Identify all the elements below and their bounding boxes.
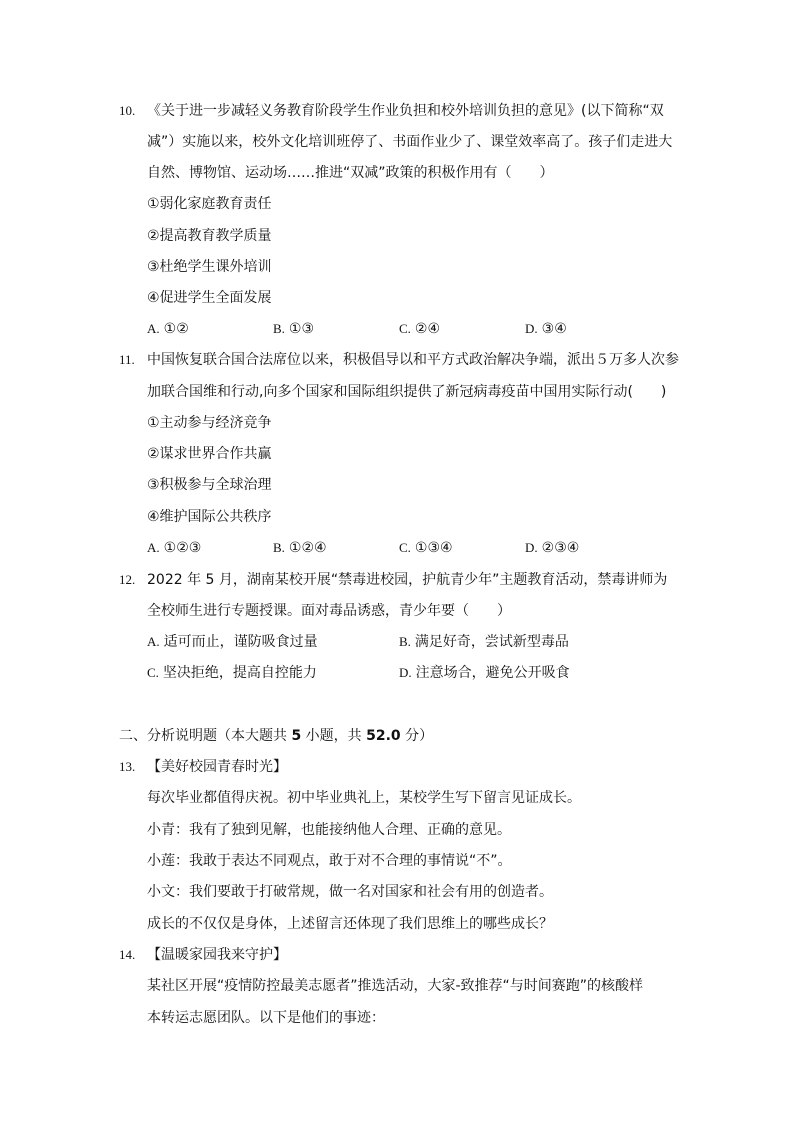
option-text: ②③④	[541, 540, 580, 556]
answer-option-b[interactable]	[273, 319, 314, 339]
answer-option-d[interactable]	[525, 319, 567, 339]
question-text-line: 小文：我们要敢于打破常规，做一名对国家和社会有用的创造者。	[147, 884, 553, 900]
option-label: C.	[399, 321, 411, 336]
statement: ③杜绝学生课外培训	[147, 259, 272, 275]
answer-option-d[interactable]	[399, 663, 570, 683]
question-number: 13.	[119, 759, 136, 774]
answer-option-c[interactable]	[147, 663, 317, 683]
statement: ①弱化家庭教育责任	[147, 196, 272, 212]
question-text-line: 本转运志愿团队。以下是他们的事迹：	[147, 1010, 385, 1026]
option-label: C.	[399, 540, 411, 555]
section-title-suffix: 分）	[400, 728, 434, 744]
option-text: ①②③	[163, 540, 202, 556]
section-score: 52.0	[366, 728, 401, 744]
question-stem-line: 《关于进一步减轻义务教育阶段学生作业负担和校外培训负担的意见》(以下简称“双	[147, 103, 664, 119]
option-text: 注意场合，避免公开吸食	[415, 665, 570, 681]
question-heading: 【美好校园青春时光】	[147, 759, 287, 775]
option-text: ①③	[288, 321, 315, 337]
statement: ③积极参与全球治理	[147, 477, 272, 493]
question-stem-line: 自然、博物馆、运动场……推进“双减”政策的积极作用有（ ）	[147, 165, 554, 181]
question-stem-line: 中国恢复联合国合法席位以来，积极倡导以和平方式政治解决争端，派出５万多人次参	[147, 352, 679, 368]
option-text: 满足好奇，尝试新型毒品	[414, 634, 569, 650]
answer-option-b[interactable]	[273, 538, 327, 558]
option-label: D.	[525, 540, 538, 555]
question-number: 11.	[119, 352, 135, 367]
answer-option-a[interactable]	[147, 538, 201, 558]
question-stem-line: 减”）实施以来，校外文化培训班停了、书面作业少了、课堂效率高了。孩子们走进大	[147, 134, 673, 150]
option-text: ③④	[541, 321, 567, 337]
option-label: D.	[399, 665, 412, 680]
question-text-line: 小莲：我敢于表达不同观点，敢于对不合理的事情说“不”。	[147, 853, 512, 869]
answer-option-a[interactable]	[147, 319, 189, 339]
answer-option-d[interactable]	[525, 538, 579, 558]
answer-option-a[interactable]	[147, 632, 318, 652]
section-heading	[119, 726, 433, 746]
option-text: ①③④	[414, 540, 453, 556]
option-label: B.	[273, 540, 285, 555]
answer-option-c[interactable]	[399, 538, 453, 558]
section-title-prefix: 二、分析说明题（本大题共	[119, 728, 292, 744]
option-text: ②④	[414, 321, 441, 337]
question-stem-line: 全校师生进行专题授课。面对毒品诱惑，青少年要（ ）	[147, 603, 511, 619]
question-text-line: 每次毕业都值得庆祝。初中毕业典礼上，某校学生写下留言见证成长。	[147, 790, 581, 806]
option-label: A.	[147, 321, 160, 336]
question-text-line: 某社区开展“疫情防控最美志愿者”推选活动，大家-致推荐“与时间赛跑”的核酸样	[147, 978, 644, 994]
option-text: 坚决拒绝，提高自控能力	[162, 665, 317, 681]
statement: ②谋求世界合作共赢	[147, 446, 272, 462]
question-number: 12.	[119, 572, 136, 587]
statement: ④维护国际公共秩序	[147, 509, 272, 525]
question-text-line: 成长的不仅仅是身体，上述留言还体现了我们思维上的哪些成长？	[147, 916, 553, 932]
statement: ②提高教育教学质量	[147, 228, 272, 244]
section-title-mid: 小题，共	[301, 728, 367, 744]
question-heading: 【温暖家园我来守护】	[147, 947, 287, 963]
option-label: B.	[399, 634, 411, 649]
option-text: ①②④	[288, 540, 327, 556]
option-label: C.	[147, 665, 159, 680]
option-label: B.	[273, 321, 285, 336]
answer-option-c[interactable]	[399, 319, 440, 339]
section-question-count: 5	[291, 728, 302, 744]
statement: ④促进学生全面发展	[147, 290, 272, 306]
question-text-line: 小青：我有了独到见解，也能接纳他人合理、正确的意见。	[147, 822, 511, 838]
question-number: 10.	[119, 103, 136, 118]
answer-option-b[interactable]	[399, 632, 569, 652]
question-number: 14.	[119, 947, 136, 962]
option-text: 适可而止，谨防吸食过量	[163, 634, 318, 650]
option-label: A.	[147, 540, 160, 555]
question-stem-line: 2022 年 5 月，湖南某校开展“禁毒进校园，护航青少年”主题教育活动，禁毒讲师为	[147, 572, 668, 588]
option-label: D.	[525, 321, 538, 336]
option-label: A.	[147, 634, 160, 649]
question-stem-line: 加联合国维和行动,向多个国家和国际组织提供了新冠病毒疫苗中国用实际行动( )	[147, 384, 667, 400]
option-text: ①②	[163, 321, 189, 337]
statement: ①主动参与经济竞争	[147, 415, 272, 431]
